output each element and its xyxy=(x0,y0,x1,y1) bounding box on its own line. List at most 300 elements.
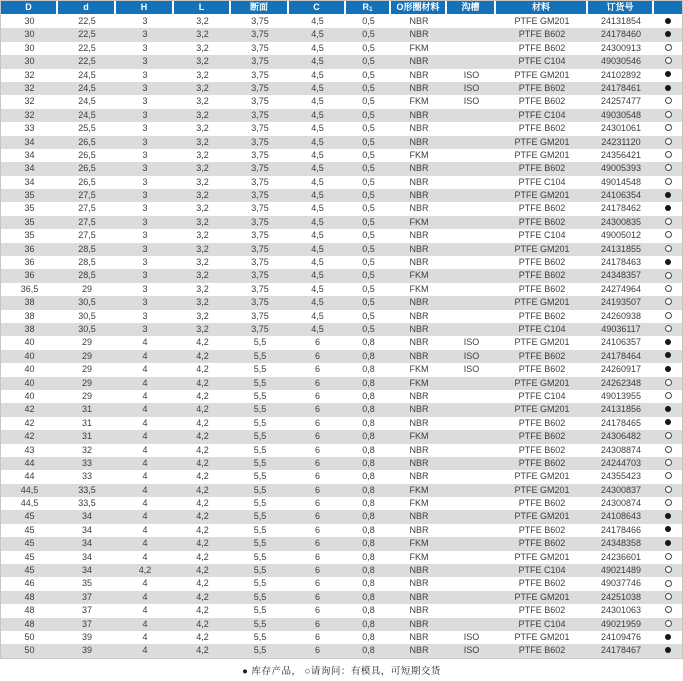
table-cell: 45 xyxy=(24,538,35,549)
table-cell: 6 xyxy=(314,350,320,361)
table-cell: 0,8 xyxy=(362,457,375,468)
table-cell: 3 xyxy=(142,56,148,67)
table-cell: 3 xyxy=(142,230,148,241)
table-body xyxy=(1,14,682,658)
table-cell: 40 xyxy=(24,350,35,361)
table-cell: PTFE B602 xyxy=(518,270,566,281)
table-row xyxy=(1,537,682,550)
table-cell: 45 xyxy=(24,551,35,562)
table-cell: 38 xyxy=(24,297,35,308)
table-row xyxy=(1,377,682,390)
table-row xyxy=(1,390,682,403)
table-cell: NBR xyxy=(409,565,429,576)
table-row xyxy=(1,82,682,95)
table-cell: 35 xyxy=(81,578,92,589)
table-cell: 3 xyxy=(142,136,148,147)
table-cell: 27,5 xyxy=(78,190,96,201)
table-cell: NBR xyxy=(409,243,429,254)
inquiry-dot-icon xyxy=(665,459,672,466)
table-cell: 4,2 xyxy=(196,524,209,535)
table-cell: 48 xyxy=(24,591,35,602)
table-cell: 5,5 xyxy=(253,404,267,415)
table-cell: 4,2 xyxy=(196,457,209,468)
inquiry-dot-icon xyxy=(665,57,672,64)
table-cell: NBR xyxy=(409,297,429,308)
table-cell: 4,5 xyxy=(311,190,324,201)
table-cell: 4 xyxy=(142,618,148,629)
table-cell: 26,5 xyxy=(78,149,96,160)
table-cell: 3 xyxy=(142,109,148,120)
table-cell: 42 xyxy=(24,431,35,442)
table-cell: 4 xyxy=(142,498,148,509)
table-cell: 3,75 xyxy=(251,82,269,93)
inquiry-dot-icon xyxy=(665,298,672,305)
availability-cell xyxy=(654,310,682,323)
table-cell: 3 xyxy=(142,123,148,134)
table-cell: 4,5 xyxy=(311,42,324,53)
table-row xyxy=(1,176,682,189)
table-cell: 4 xyxy=(142,578,148,589)
table-cell: 3,75 xyxy=(251,96,269,107)
table-cell: 4,5 xyxy=(311,163,324,174)
table-cell: PTFE GM201 xyxy=(514,190,570,201)
table-cell: 34 xyxy=(81,524,92,535)
table-cell: 3 xyxy=(142,149,148,160)
table-cell xyxy=(447,216,496,229)
table-cell: 24178462 xyxy=(600,203,642,214)
table-cell: 42 xyxy=(24,417,35,428)
table-cell: 39 xyxy=(81,631,92,642)
table-row xyxy=(1,524,682,537)
table-cell: 24260938 xyxy=(600,310,642,321)
table-cell: 43 xyxy=(24,444,35,455)
table-cell: 3 xyxy=(142,29,148,40)
table-cell: PTFE C104 xyxy=(518,56,566,67)
table-cell: NBR xyxy=(409,524,429,535)
inquiry-dot-icon xyxy=(665,325,672,332)
table-cell: 5,5 xyxy=(253,551,267,562)
table-cell: 4,5 xyxy=(311,69,324,80)
table-cell xyxy=(447,269,496,282)
table-cell: 3,2 xyxy=(196,283,209,294)
table-cell xyxy=(447,109,496,122)
table-cell: 3,2 xyxy=(196,82,209,93)
availability-cell xyxy=(654,269,682,282)
table-row xyxy=(1,323,682,336)
table-cell: PTFE GM201 xyxy=(514,136,570,147)
table-row xyxy=(1,510,682,523)
table-cell: 5,5 xyxy=(253,471,267,482)
availability-cell xyxy=(654,323,682,336)
table-cell: ISO xyxy=(463,96,480,107)
stocked-dot-icon xyxy=(665,540,671,546)
table-row xyxy=(1,69,682,82)
table-cell: 29 xyxy=(81,390,92,401)
table-cell xyxy=(447,42,496,55)
table-cell: 24178461 xyxy=(600,82,642,93)
table-row xyxy=(1,631,682,644)
table-row xyxy=(1,122,682,135)
table-cell: 3 xyxy=(142,69,148,80)
table-cell: FKM xyxy=(409,42,429,53)
table-row xyxy=(1,256,682,269)
table-cell: PTFE C104 xyxy=(518,618,566,629)
table-cell: NBR xyxy=(409,337,429,348)
table-cell: 4,2 xyxy=(196,390,209,401)
table-cell: 6 xyxy=(314,511,320,522)
stocked-dot-icon xyxy=(665,85,671,91)
table-cell: 6 xyxy=(314,457,320,468)
stocked-dot-icon xyxy=(665,419,671,425)
table-cell xyxy=(447,604,496,617)
column-header-订货号: 订货号 xyxy=(588,1,654,14)
inquiry-dot-icon xyxy=(665,138,672,145)
table-cell: 4 xyxy=(142,417,148,428)
table-cell: 48 xyxy=(24,605,35,616)
table-cell: 3 xyxy=(142,203,148,214)
table-cell: 34 xyxy=(24,149,35,160)
table-cell xyxy=(447,390,496,403)
table-cell: 0,5 xyxy=(362,149,375,160)
table-cell: ISO xyxy=(463,337,480,348)
table-cell: 0,5 xyxy=(362,190,375,201)
table-cell: 3 xyxy=(142,42,148,53)
table-cell: 24260917 xyxy=(600,364,642,375)
table-row xyxy=(1,444,682,457)
table-cell: 37 xyxy=(81,618,92,629)
inquiry-dot-icon xyxy=(665,499,672,506)
table-cell: 33,5 xyxy=(78,498,96,509)
table-cell: 37 xyxy=(81,591,92,602)
table-cell xyxy=(447,403,496,416)
table-cell: 3 xyxy=(142,310,148,321)
table-cell: 31 xyxy=(81,417,92,428)
table-cell: 24131856 xyxy=(600,404,642,415)
table-cell: 0,8 xyxy=(362,551,375,562)
table-cell: FKM xyxy=(409,216,429,227)
table-cell: 5,5 xyxy=(253,498,267,509)
table-cell: NBR xyxy=(409,618,429,629)
table-cell: 6 xyxy=(314,431,320,442)
table-cell: 3 xyxy=(142,190,148,201)
table-cell: PTFE GM201 xyxy=(514,377,570,388)
table-cell xyxy=(447,377,496,390)
table-cell: 35 xyxy=(24,203,35,214)
table-cell: PTFE B602 xyxy=(518,257,566,268)
availability-cell xyxy=(654,202,682,215)
availability-cell xyxy=(654,577,682,590)
table-cell: FKM xyxy=(409,377,429,388)
availability-cell xyxy=(654,591,682,604)
table-row xyxy=(1,564,682,577)
table-cell: 49021489 xyxy=(600,565,642,576)
table-cell: 3,75 xyxy=(251,203,269,214)
table-cell: 3,75 xyxy=(251,323,269,334)
table-cell: 3,75 xyxy=(251,56,269,67)
table-cell: 0,5 xyxy=(362,323,375,334)
table-cell xyxy=(447,243,496,256)
table-cell xyxy=(447,296,496,309)
table-cell: 35 xyxy=(24,190,35,201)
table-cell: 29 xyxy=(81,364,92,375)
stocked-dot-icon xyxy=(665,647,671,653)
table-row xyxy=(1,417,682,430)
table-row xyxy=(1,296,682,309)
table-cell: 24301061 xyxy=(600,123,642,134)
table-cell xyxy=(447,28,496,41)
table-row xyxy=(1,15,682,28)
table-cell xyxy=(447,15,496,28)
table-cell: 0,8 xyxy=(362,565,375,576)
table-row xyxy=(1,216,682,229)
table-cell: 36 xyxy=(24,257,35,268)
table-cell: 4 xyxy=(142,457,148,468)
inquiry-dot-icon xyxy=(665,111,672,118)
table-cell: 0,5 xyxy=(362,310,375,321)
table-cell: 5,5 xyxy=(253,390,267,401)
inquiry-dot-icon xyxy=(665,486,672,493)
table-cell: 3 xyxy=(142,96,148,107)
table-cell: 6 xyxy=(314,524,320,535)
availability-cell xyxy=(654,243,682,256)
table-cell xyxy=(447,510,496,523)
table-cell: 24108643 xyxy=(600,511,642,522)
table-cell: 4,2 xyxy=(196,591,209,602)
table-cell: 24,5 xyxy=(78,109,96,120)
table-cell: 0,5 xyxy=(362,56,375,67)
table-cell: 3 xyxy=(142,82,148,93)
table-cell: 0,8 xyxy=(362,471,375,482)
table-cell: 24,5 xyxy=(78,82,96,93)
availability-cell xyxy=(654,497,682,510)
table-cell: 0,8 xyxy=(362,498,375,509)
table-cell: 48 xyxy=(24,618,35,629)
table-cell xyxy=(447,136,496,149)
availability-cell xyxy=(654,69,682,82)
table-cell: ISO xyxy=(463,645,480,656)
table-cell: 5,5 xyxy=(253,591,267,602)
availability-cell xyxy=(654,470,682,483)
table-cell: 31 xyxy=(81,404,92,415)
table-cell: 32 xyxy=(81,444,92,455)
table-cell: 3,2 xyxy=(196,270,209,281)
table-header xyxy=(1,1,682,14)
table-cell: 24106354 xyxy=(600,190,642,201)
table-cell: PTFE GM201 xyxy=(514,404,570,415)
table-cell: 4 xyxy=(142,484,148,495)
table-cell: 0,5 xyxy=(362,270,375,281)
table-cell: 4 xyxy=(142,431,148,442)
table-cell: 26,5 xyxy=(78,176,96,187)
table-cell: 0,5 xyxy=(362,283,375,294)
table-cell: 3 xyxy=(142,163,148,174)
table-cell: 44,5 xyxy=(20,498,39,509)
table-cell xyxy=(447,577,496,590)
table-cell: PTFE B602 xyxy=(518,350,566,361)
table-cell: 5,5 xyxy=(253,377,267,388)
table-cell: 0,5 xyxy=(362,257,375,268)
table-cell: 26,5 xyxy=(78,136,96,147)
availability-cell xyxy=(654,256,682,269)
table-cell: 38 xyxy=(24,323,35,334)
table-cell: 49013955 xyxy=(600,390,642,401)
table-cell: 3,2 xyxy=(196,149,209,160)
table-cell: 24251038 xyxy=(600,591,642,602)
table-cell: PTFE B602 xyxy=(518,29,566,40)
availability-cell xyxy=(654,390,682,403)
table-cell xyxy=(447,55,496,68)
table-cell: NBR xyxy=(409,310,429,321)
table-cell: 0,5 xyxy=(362,123,375,134)
table-cell: 6 xyxy=(314,390,320,401)
table-cell: FKM xyxy=(409,498,429,509)
table-cell: PTFE B602 xyxy=(518,82,566,93)
availability-cell xyxy=(654,363,682,376)
table-cell: 22,5 xyxy=(78,29,96,40)
table-cell: 45 xyxy=(24,524,35,535)
table-row xyxy=(1,243,682,256)
availability-legend: ● 库存产品， ○请询问：有模具，可短期交货 xyxy=(242,665,441,677)
table-cell: 45 xyxy=(24,511,35,522)
inquiry-dot-icon xyxy=(665,566,672,573)
table-cell: 0,5 xyxy=(362,42,375,53)
table-cell: 3,75 xyxy=(251,109,269,120)
table-cell: 3 xyxy=(142,323,148,334)
table-row xyxy=(1,457,682,470)
column-header-L: L xyxy=(174,1,231,14)
table-cell: PTFE B602 xyxy=(518,444,566,455)
table-cell: 0,8 xyxy=(362,484,375,495)
table-cell: 4 xyxy=(142,538,148,549)
table-cell: 4,5 xyxy=(311,109,324,120)
table-cell: 24308874 xyxy=(600,444,642,455)
table-cell: 24178460 xyxy=(600,29,642,40)
table-cell: PTFE GM201 xyxy=(514,551,570,562)
availability-cell xyxy=(654,524,682,537)
table-cell: 5,5 xyxy=(253,457,267,468)
table-cell: FKM xyxy=(409,270,429,281)
table-cell xyxy=(447,202,496,215)
table-cell: 33 xyxy=(81,471,92,482)
table-cell: PTFE B602 xyxy=(518,123,566,134)
availability-cell xyxy=(654,296,682,309)
table-cell: 24178463 xyxy=(600,257,642,268)
table-cell: 0,8 xyxy=(362,431,375,442)
table-cell: 24262348 xyxy=(600,377,642,388)
table-cell: 49036117 xyxy=(601,323,641,334)
table-cell: 3,2 xyxy=(196,16,209,26)
table-cell: 3,2 xyxy=(196,29,209,40)
table-cell: NBR xyxy=(409,56,429,67)
availability-cell xyxy=(654,136,682,149)
table-cell: 33 xyxy=(24,123,35,134)
table-cell xyxy=(447,283,496,296)
table-cell: 3,2 xyxy=(196,56,209,67)
table-cell: 24193507 xyxy=(600,297,642,308)
table-cell xyxy=(447,310,496,323)
table-cell: PTFE B602 xyxy=(518,203,566,214)
table-cell: 24306482 xyxy=(600,431,642,442)
table-cell: 24109476 xyxy=(600,631,642,642)
table-cell: 4,5 xyxy=(311,136,324,147)
table-cell: PTFE B602 xyxy=(518,645,566,656)
inquiry-dot-icon xyxy=(665,245,672,252)
table-cell: 4 xyxy=(142,591,148,602)
table-row xyxy=(1,310,682,323)
table-row xyxy=(1,577,682,590)
table-cell: 3 xyxy=(142,270,148,281)
table-cell: 5,5 xyxy=(253,444,267,455)
table-cell: 42 xyxy=(24,404,35,415)
table-cell: 33,5 xyxy=(78,484,96,495)
availability-cell xyxy=(654,510,682,523)
table-cell: 22,5 xyxy=(78,56,96,67)
table-cell: 3,2 xyxy=(196,176,209,187)
table-cell: 0,5 xyxy=(362,29,375,40)
table-cell: NBR xyxy=(409,136,429,147)
table-cell: 6 xyxy=(314,377,320,388)
table-cell: 4,2 xyxy=(196,377,209,388)
inquiry-dot-icon xyxy=(665,44,672,51)
table-cell: 27,5 xyxy=(78,203,96,214)
table-cell: 3,2 xyxy=(196,136,209,147)
inquiry-dot-icon xyxy=(665,580,672,587)
table-cell: 4 xyxy=(142,444,148,455)
table-row xyxy=(1,269,682,282)
table-cell: 3,2 xyxy=(196,42,209,53)
table-cell: 0,5 xyxy=(362,297,375,308)
table-cell: PTFE B602 xyxy=(518,605,566,616)
table-cell: PTFE GM201 xyxy=(514,484,570,495)
column-header-材料: 材料 xyxy=(496,1,588,14)
availability-cell xyxy=(654,551,682,564)
table-cell: FKM xyxy=(409,149,429,160)
availability-cell xyxy=(654,631,682,644)
table-cell: 28,5 xyxy=(78,257,96,268)
table-cell: NBR xyxy=(409,109,429,120)
table-cell: FKM xyxy=(409,538,429,549)
table-cell: 3,2 xyxy=(196,216,209,227)
availability-cell xyxy=(654,229,682,242)
table-cell: 24300913 xyxy=(600,42,642,53)
table-cell: 3 xyxy=(142,243,148,254)
table-cell: 0,5 xyxy=(362,96,375,107)
table-cell: PTFE C104 xyxy=(518,109,566,120)
table-cell: 0,8 xyxy=(362,538,375,549)
table-cell: 4,2 xyxy=(196,417,209,428)
table-cell: PTFE GM201 xyxy=(514,631,570,642)
table-cell: 5,5 xyxy=(253,578,267,589)
table-cell: 45 xyxy=(24,565,35,576)
table-cell: 27,5 xyxy=(78,230,96,241)
table-cell: 5,5 xyxy=(253,350,267,361)
table-cell: 4 xyxy=(142,350,148,361)
table-cell: 0,5 xyxy=(362,82,375,93)
availability-cell xyxy=(654,350,682,363)
stocked-dot-icon xyxy=(665,634,671,640)
table-cell: 4,2 xyxy=(196,471,209,482)
availability-cell xyxy=(654,216,682,229)
table-cell: PTFE B602 xyxy=(518,498,566,509)
stocked-dot-icon xyxy=(665,513,671,519)
table-cell: 5,5 xyxy=(253,605,267,616)
table-cell: 4 xyxy=(142,377,148,388)
table-cell: PTFE GM201 xyxy=(514,69,570,80)
table-cell: 6 xyxy=(314,538,320,549)
inquiry-dot-icon xyxy=(665,446,672,453)
table-cell: 4 xyxy=(142,337,148,348)
table-cell: 33 xyxy=(81,457,92,468)
